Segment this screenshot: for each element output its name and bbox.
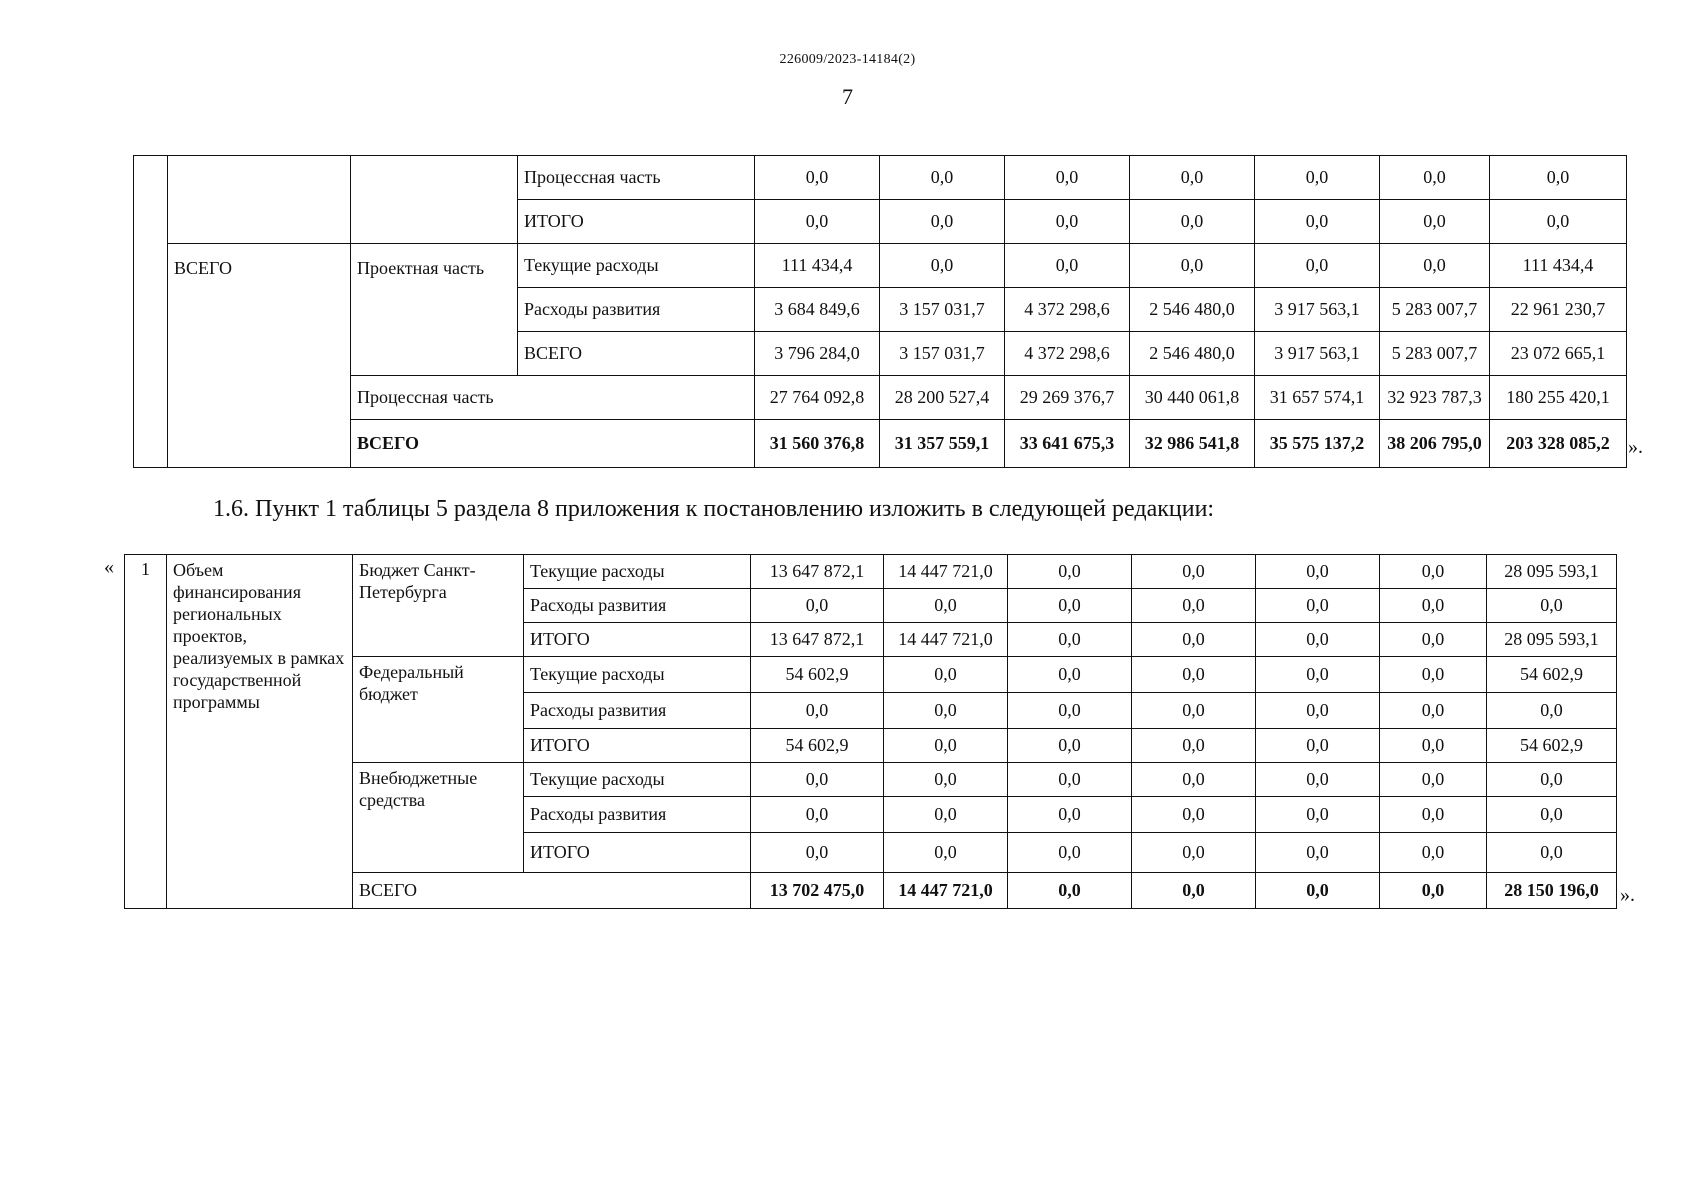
value-cell: 0,0 (755, 156, 880, 200)
value-cell: 0,0 (1130, 244, 1255, 288)
value-cell: 203 328 085,2 (1490, 420, 1627, 468)
value-cell: 0,0 (1008, 623, 1132, 657)
value-cell: 0,0 (1132, 729, 1256, 763)
value-cell: 0,0 (1380, 763, 1487, 797)
value-cell: 0,0 (1132, 873, 1256, 909)
value-cell: 2 546 480,0 (1130, 332, 1255, 376)
value-cell: 5 283 007,7 (1380, 288, 1490, 332)
value-cell: 0,0 (1132, 693, 1256, 729)
row-label: ИТОГО (524, 729, 751, 763)
subgroup-label: Проектная часть (351, 244, 518, 376)
empty-cell (168, 156, 351, 244)
value-cell: 0,0 (1256, 657, 1380, 693)
value-cell: 0,0 (884, 657, 1008, 693)
value-cell: 28 095 593,1 (1487, 623, 1617, 657)
value-cell: 0,0 (1132, 589, 1256, 623)
value-cell: 0,0 (1380, 873, 1487, 909)
value-cell: 30 440 061,8 (1130, 376, 1255, 420)
value-cell: 0,0 (1487, 589, 1617, 623)
row-label: Текущие расходы (524, 763, 751, 797)
table-row (134, 376, 1627, 420)
value-cell: 0,0 (1255, 244, 1380, 288)
value-cell: 0,0 (1132, 657, 1256, 693)
value-cell: 0,0 (1256, 589, 1380, 623)
value-cell: 54 602,9 (1487, 657, 1617, 693)
value-cell: 0,0 (1380, 693, 1487, 729)
source-label: Внебюджетные средства (353, 763, 524, 873)
value-cell: 0,0 (884, 693, 1008, 729)
value-cell: 38 206 795,0 (1380, 420, 1490, 468)
value-cell: 0,0 (1487, 797, 1617, 833)
value-cell: 33 641 675,3 (1005, 420, 1130, 468)
table-row (134, 156, 1627, 200)
value-cell: 13 647 872,1 (751, 623, 884, 657)
value-cell: 0,0 (1256, 623, 1380, 657)
value-cell: 0,0 (1008, 763, 1132, 797)
value-cell: 0,0 (755, 200, 880, 244)
value-cell: 28 200 527,4 (880, 376, 1005, 420)
value-cell: 0,0 (1256, 729, 1380, 763)
value-cell: 0,0 (1255, 156, 1380, 200)
source-label: Бюджет Санкт-Петербурга (353, 555, 524, 657)
document-id: 226009/2023-14184(2) (779, 52, 916, 67)
group-label: ВСЕГО (168, 244, 351, 468)
value-cell: 0,0 (751, 693, 884, 729)
value-cell: 0,0 (1130, 156, 1255, 200)
row-label: ИТОГО (524, 833, 751, 873)
row-label: Текущие расходы (524, 657, 751, 693)
value-cell: 13 647 872,1 (751, 555, 884, 589)
value-cell: 0,0 (880, 200, 1005, 244)
value-cell: 0,0 (1008, 729, 1132, 763)
value-cell: 0,0 (1256, 797, 1380, 833)
value-cell: 0,0 (1008, 873, 1132, 909)
value-cell: 3 917 563,1 (1255, 288, 1380, 332)
amendment-paragraph: 1.6. Пункт 1 таблицы 5 раздела 8 приложения к постановлению изложить в следующей редакции: (213, 496, 1215, 522)
value-cell: 3 157 031,7 (880, 288, 1005, 332)
value-cell: 0,0 (1132, 623, 1256, 657)
row-label: Процессная часть (518, 156, 755, 200)
value-cell: 14 447 721,0 (884, 873, 1008, 909)
item-number: 1 (125, 555, 167, 909)
value-cell: 0,0 (1380, 200, 1490, 244)
value-cell: 3 157 031,7 (880, 332, 1005, 376)
value-cell: 31 357 559,1 (880, 420, 1005, 468)
row-label: ВСЕГО (518, 332, 755, 376)
value-cell: 0,0 (1487, 693, 1617, 729)
value-cell: 0,0 (1008, 833, 1132, 873)
row-label: Расходы развития (518, 288, 755, 332)
value-cell: 0,0 (751, 833, 884, 873)
value-cell: 3 917 563,1 (1255, 332, 1380, 376)
margin-cell (134, 156, 168, 468)
row-label: Расходы развития (524, 589, 751, 623)
value-cell: 29 269 376,7 (1005, 376, 1130, 420)
value-cell: 0,0 (1005, 200, 1130, 244)
value-cell: 0,0 (751, 797, 884, 833)
row-label: Расходы развития (524, 693, 751, 729)
row-label: Процессная часть (351, 376, 755, 420)
value-cell: 54 602,9 (1487, 729, 1617, 763)
value-cell: 0,0 (1380, 589, 1487, 623)
value-cell: 0,0 (1008, 589, 1132, 623)
value-cell: 14 447 721,0 (884, 623, 1008, 657)
value-cell: 14 447 721,0 (884, 555, 1008, 589)
value-cell: 0,0 (1490, 156, 1627, 200)
value-cell: 3 796 284,0 (755, 332, 880, 376)
value-cell: 0,0 (1005, 244, 1130, 288)
budget-table-continued (133, 155, 1627, 468)
opening-quote: « (104, 556, 114, 578)
value-cell: 23 072 665,1 (1490, 332, 1627, 376)
value-cell: 0,0 (751, 589, 884, 623)
closing-quote: ». (1620, 884, 1635, 906)
value-cell: 0,0 (1256, 873, 1380, 909)
source-label: Федеральный бюджет (353, 657, 524, 763)
value-cell: 0,0 (1256, 763, 1380, 797)
value-cell: 0,0 (1380, 156, 1490, 200)
value-cell: 0,0 (880, 244, 1005, 288)
value-cell: 27 764 092,8 (755, 376, 880, 420)
value-cell: 0,0 (1380, 244, 1490, 288)
value-cell: 0,0 (880, 156, 1005, 200)
value-cell: 31 560 376,8 (755, 420, 880, 468)
value-cell: 0,0 (1008, 657, 1132, 693)
value-cell: 0,0 (1132, 555, 1256, 589)
value-cell: 5 283 007,7 (1380, 332, 1490, 376)
value-cell: 0,0 (1008, 693, 1132, 729)
budget-table-item-1 (124, 554, 1617, 909)
row-label: ВСЕГО (353, 873, 751, 909)
value-cell: 3 684 849,6 (755, 288, 880, 332)
page-number: 7 (842, 84, 853, 109)
value-cell: 13 702 475,0 (751, 873, 884, 909)
item-label: Объем финансирования региональных проектов, реализуемых в рамках государственной программы (167, 555, 353, 909)
value-cell: 22 961 230,7 (1490, 288, 1627, 332)
value-cell: 54 602,9 (751, 729, 884, 763)
value-cell: 0,0 (1487, 763, 1617, 797)
value-cell: 0,0 (884, 763, 1008, 797)
value-cell: 0,0 (1490, 200, 1627, 244)
value-cell: 111 434,4 (1490, 244, 1627, 288)
value-cell: 0,0 (1380, 833, 1487, 873)
value-cell: 0,0 (1256, 833, 1380, 873)
value-cell: 0,0 (1130, 200, 1255, 244)
value-cell: 0,0 (1132, 763, 1256, 797)
row-label: ВСЕГО (351, 420, 755, 468)
row-label: ИТОГО (518, 200, 755, 244)
value-cell: 0,0 (884, 589, 1008, 623)
value-cell: 0,0 (751, 763, 884, 797)
value-cell: 4 372 298,6 (1005, 332, 1130, 376)
value-cell: 54 602,9 (751, 657, 884, 693)
closing-quote: ». (1628, 436, 1643, 458)
value-cell: 0,0 (1487, 833, 1617, 873)
row-label: Текущие расходы (518, 244, 755, 288)
value-cell: 28 150 196,0 (1487, 873, 1617, 909)
value-cell: 0,0 (1008, 797, 1132, 833)
value-cell: 0,0 (1132, 797, 1256, 833)
value-cell: 0,0 (1008, 555, 1132, 589)
value-cell: 0,0 (884, 797, 1008, 833)
value-cell: 111 434,4 (755, 244, 880, 288)
value-cell: 31 657 574,1 (1255, 376, 1380, 420)
empty-cell (351, 156, 518, 244)
value-cell: 0,0 (884, 729, 1008, 763)
value-cell: 32 923 787,3 (1380, 376, 1490, 420)
value-cell: 180 255 420,1 (1490, 376, 1627, 420)
value-cell: 0,0 (1256, 555, 1380, 589)
value-cell: 0,0 (1132, 833, 1256, 873)
value-cell: 0,0 (884, 833, 1008, 873)
value-cell: 0,0 (1380, 657, 1487, 693)
table-row (134, 244, 1627, 288)
value-cell: 0,0 (1255, 200, 1380, 244)
total-row (134, 420, 1627, 468)
row-label: ИТОГО (524, 623, 751, 657)
row-label: Текущие расходы (524, 555, 751, 589)
value-cell: 32 986 541,8 (1130, 420, 1255, 468)
value-cell: 28 095 593,1 (1487, 555, 1617, 589)
row-label: Расходы развития (524, 797, 751, 833)
value-cell: 35 575 137,2 (1255, 420, 1380, 468)
value-cell: 0,0 (1005, 156, 1130, 200)
value-cell: 0,0 (1380, 797, 1487, 833)
value-cell: 2 546 480,0 (1130, 288, 1255, 332)
value-cell: 0,0 (1256, 693, 1380, 729)
value-cell: 4 372 298,6 (1005, 288, 1130, 332)
value-cell: 0,0 (1380, 623, 1487, 657)
table-row (125, 555, 1617, 589)
value-cell: 0,0 (1380, 729, 1487, 763)
value-cell: 0,0 (1380, 555, 1487, 589)
